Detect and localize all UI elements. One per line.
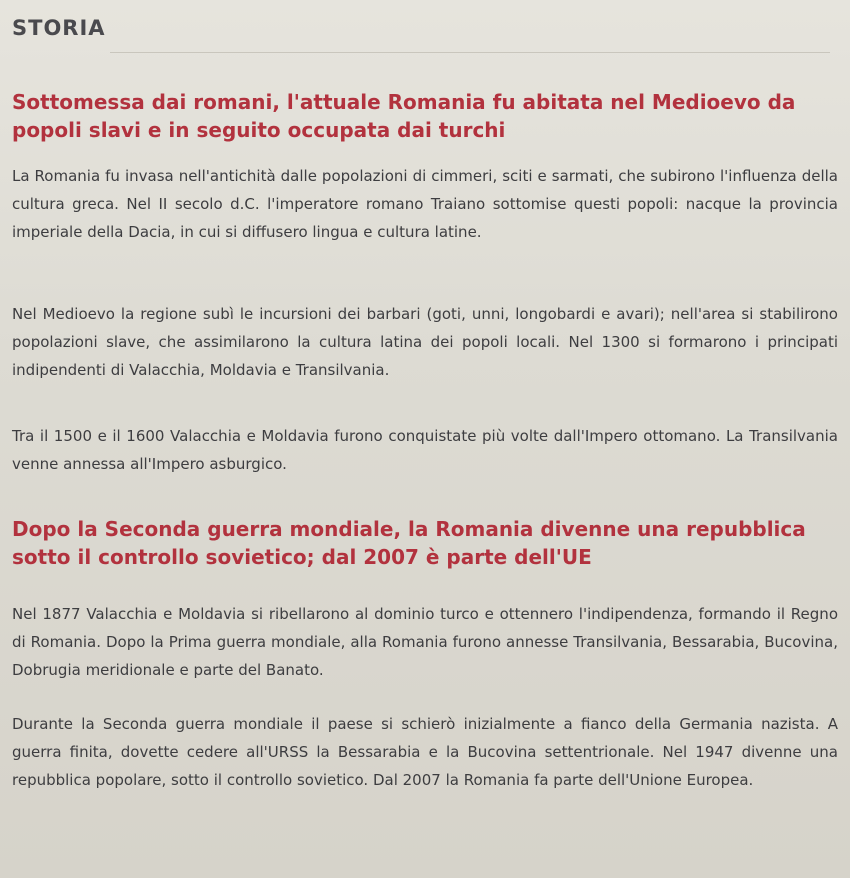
paragraph-independence: Nel 1877 Valacchia e Moldavia si ribellarono al dominio turco e ottennero l'indipendenza, formando il Regno di Romania. Dopo la Prima guerra mondiale, alla Romania furono annesse Transilvania, Bessarabia, Bucovina, Dobrugia meridionale e parte del Banato.	[12, 605, 838, 679]
paragraph-ottoman: Tra il 1500 e il 1600 Valacchia e Moldavia furono conquistate più volte dall'Impero ottomano. La Transilvania venne annessa all'Impero asburgico.	[12, 427, 838, 473]
section-label: STORIA	[12, 16, 106, 40]
header-divider	[110, 52, 830, 53]
paragraph-ww2-eu: Durante la Seconda guerra mondiale il paese si schierò inizialmente a fianco della Germania nazista. A guerra finita, dovette cedere all'URSS la Bessarabia e la Bucovina settentrionale. Nel 1947 divenne una repubblica popolare, sotto il controllo sovietico. Dal 2007 la Romania fa parte dell'Unione Europea.	[12, 715, 838, 789]
paragraph-middle-ages: Nel Medioevo la regione subì le incursioni dei barbari (goti, unni, longobardi e avari); nell'area si stabilirono popolazioni slave, che assimilarono la cultura latina dei popoli locali. Nel 1300 si formarono i principati indipendenti di Valacchia, Moldavia e Transilvania.	[12, 305, 838, 379]
section-heading-1: Sottomessa dai romani, l'attuale Romania fu abitata nel Medioevo da popoli slavi e in seguito occupata dai turchi	[12, 90, 796, 142]
paragraph-antiquity: La Romania fu invasa nell'antichità dalle popolazioni di cimmeri, sciti e sarmati, che subirono l'influenza della cultura greca. Nel II secolo d.C. l'imperatore romano Traiano sottomise questi popoli: nacque la provincia imperiale della Dacia, in cui si diffusero lingua e cultura latine.	[12, 167, 838, 241]
section-heading-2: Dopo la Seconda guerra mondiale, la Romania divenne una repubblica sotto il controllo sovietico; dal 2007 è parte dell'UE	[12, 517, 806, 569]
